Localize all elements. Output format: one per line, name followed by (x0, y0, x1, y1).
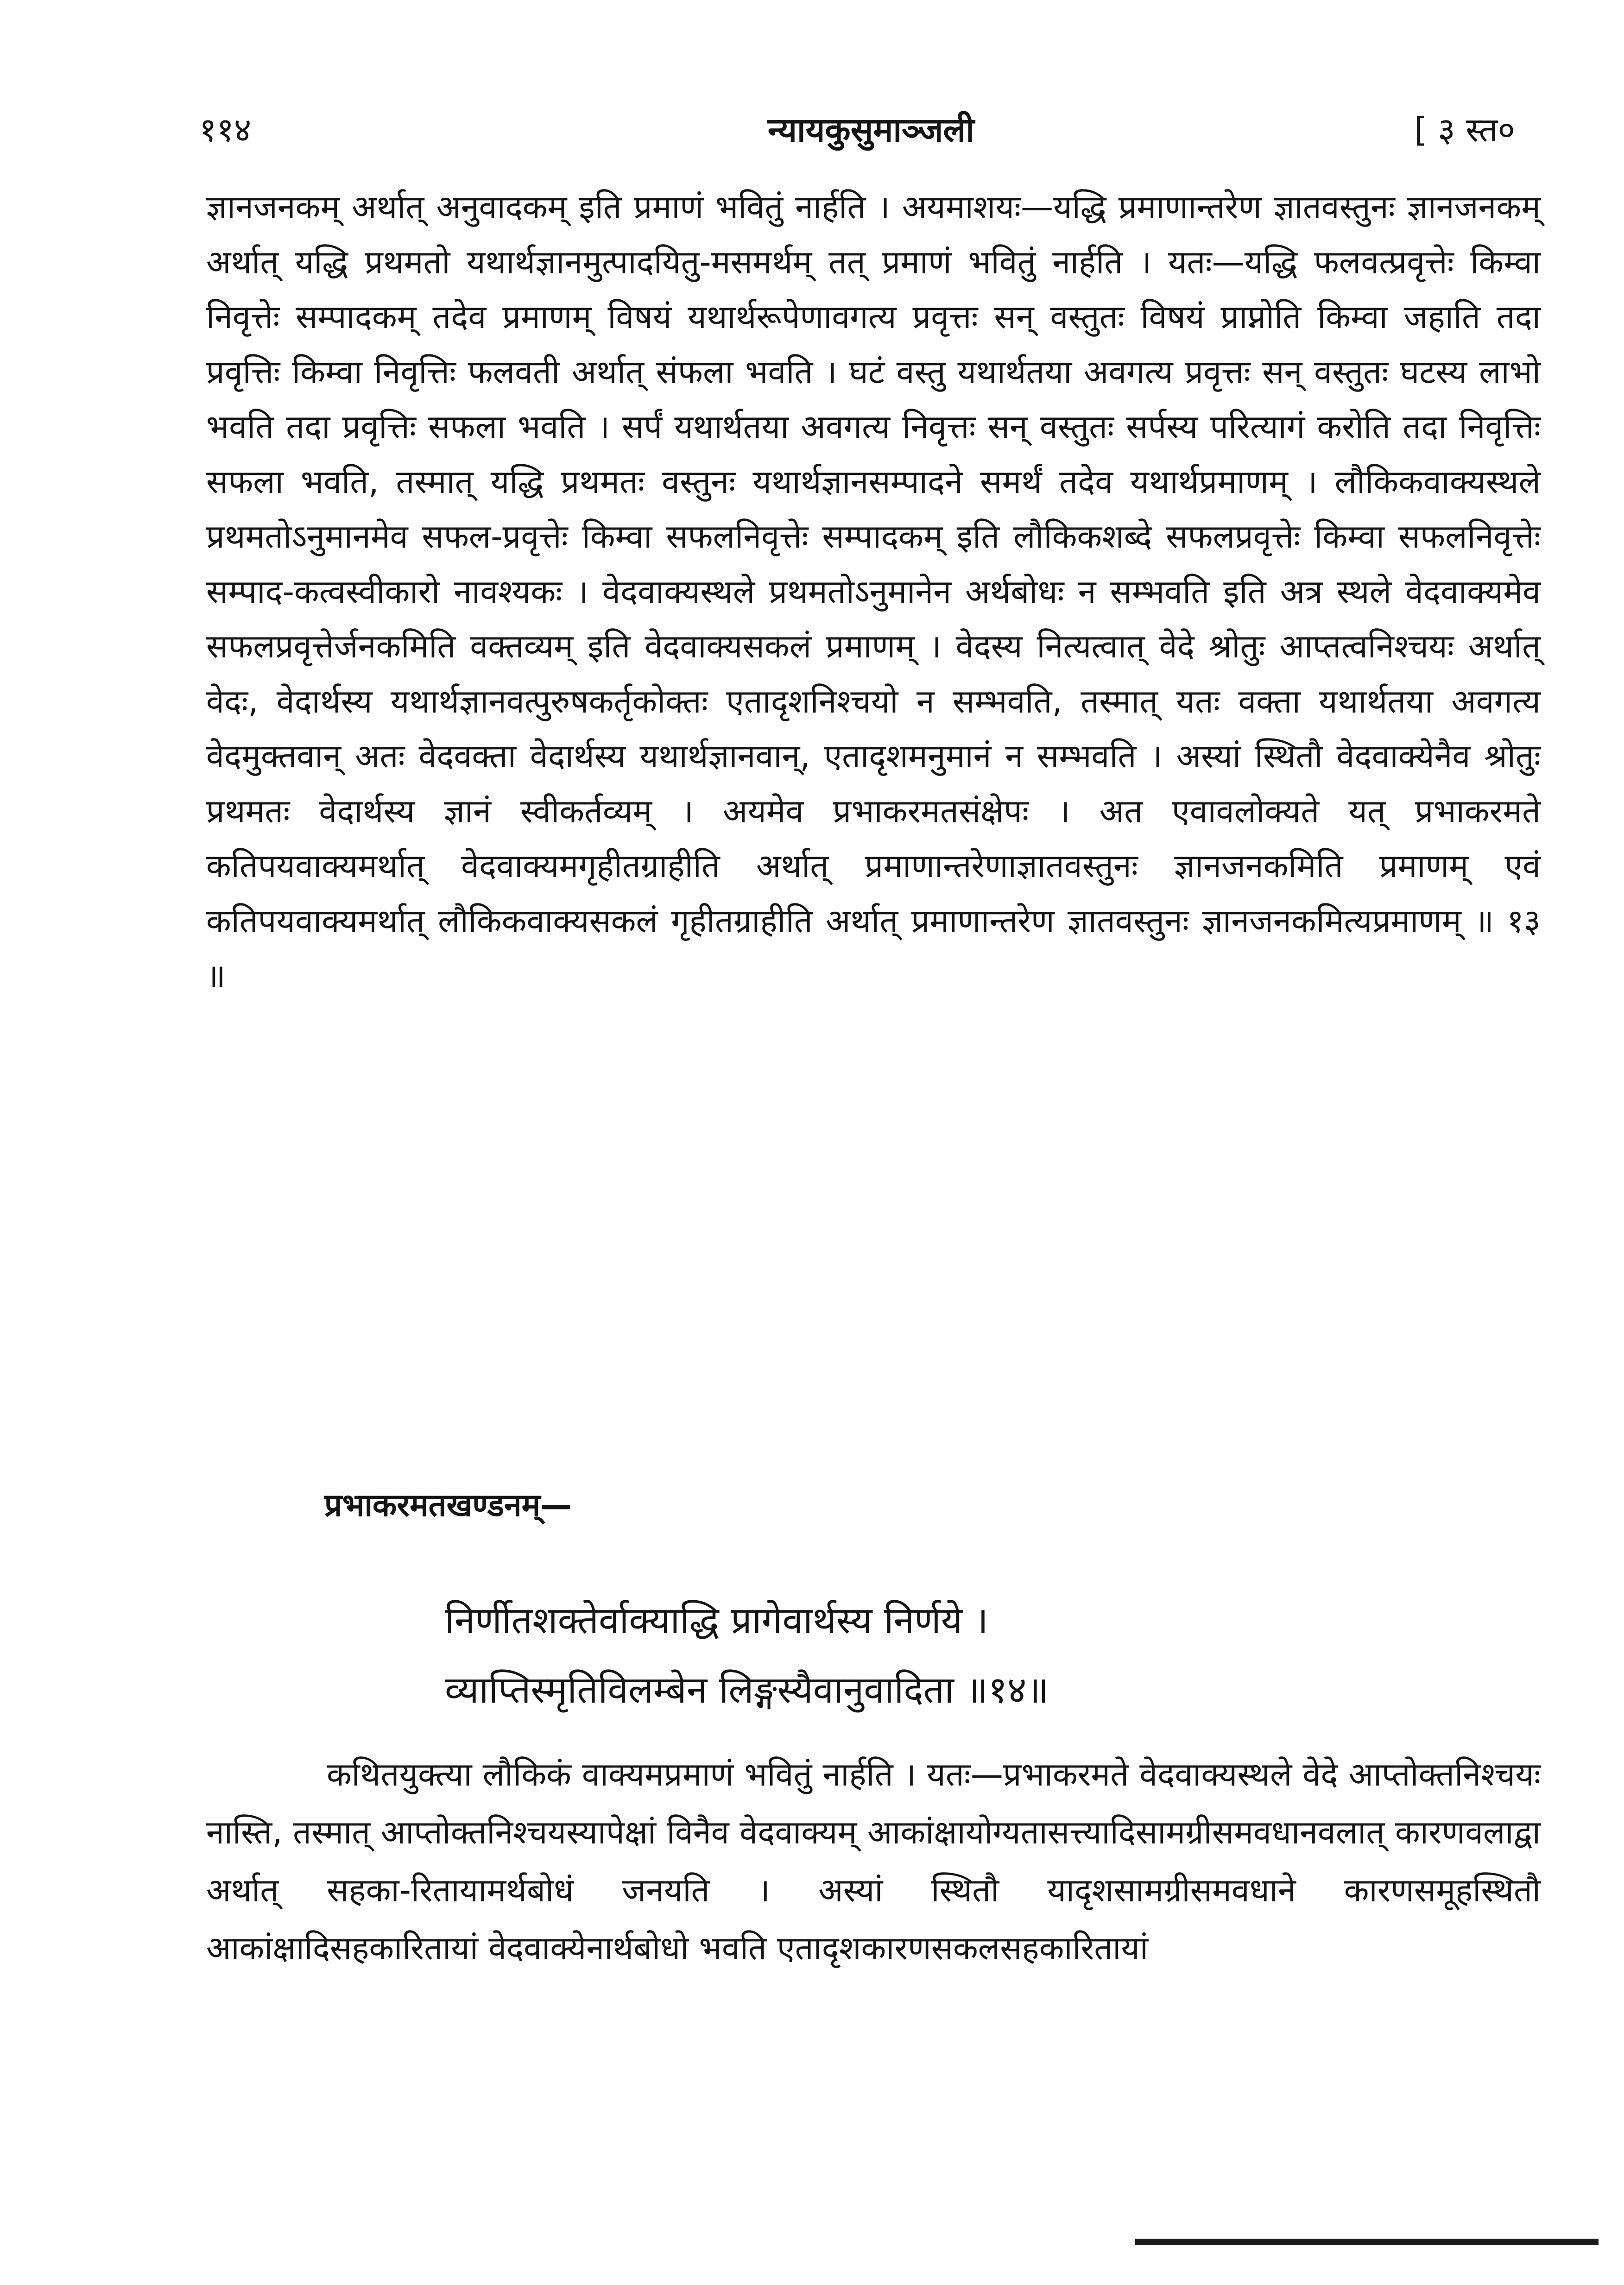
section-reference: [ ३ स्त० (1414, 110, 1515, 149)
page-number: ११४ (199, 110, 252, 149)
footer-rule (1135, 2239, 1599, 2245)
running-title: न्यायकुसुमाञ्जली (768, 110, 974, 149)
verse-line-1: निर्णीतशक्तेर्वाक्याद्धि प्रागेवार्थस्य निर्णये । (445, 1599, 989, 1642)
explanation-paragraph: कथितयुक्त्या लौकिकं वाक्यमप्रमाणं भवितुं नार्हति । यतः—प्रभाकरमते वेदवाक्यस्थले वेदे आप्तोक्तनिश्चयः नास्ति, तस्मात् आप्तोक्तनिश्चयस्यापेक्षां विनैव वेदवाक्यम् आकांक्षायोग्यतासत्त्यादिसामग्रीसमवधानवलात् कारणवलाद्वा अर्थात् सहका-रितायामर्थबोधं जनयति । अस्यां स्थितौ यादृशसामग्रीसमवधाने कारणसमूहस्थितौ आकांक्षादिसहकारितायां वेदवाक्येनार्थबोधो भवति एतादृशकारणसकलसहकारितायां (206, 1755, 1541, 1967)
verse-line-2: व्याप्तिस्मृतिविलम्बेन लिङ्गस्यैवानुवादिता ॥१४॥ (445, 1668, 1049, 1711)
page-header (199, 104, 1543, 160)
section-subheading: प्रभाकरमतखण्डनम्— (324, 1487, 572, 1524)
commentary-paragraph: ज्ञानजनकम् अर्थात् अनुवादकम् इति प्रमाणं भवितुं नार्हति । अयमाशयः—यद्धि प्रमाणान्तरेण ज्ञातवस्तुनः ज्ञानजनकम् अर्थात् यद्धि प्रथमतो यथार्थज्ञानमुत्पादयितु-मसमर्थम् तत् प्रमाणं भवितुं नार्हति । यतः—यद्धि फलवत्प्रवृत्तेः किम्वा निवृत्तेः सम्पादकम् तदेव प्रमाणम् विषयं यथार्थरूपेणावगत्य प्रवृत्तः सन् वस्तुतः विषयं प्राप्नोति किम्वा जहाति तदा प्रवृत्तिः किम्वा निवृत्तिः फलवती अर्थात् संफला भवति । घटं वस्तु यथार्थतया अवगत्य प्रवृत्तः सन् वस्तुतः घटस्य लाभो भवति तदा प्रवृत्तिः सफला भवति । सर्पं यथार्थतया अवगत्य निवृत्तः सन् वस्तुतः सर्पस्य परित्यागं करोति तदा निवृत्तिः सफला भवति, तस्मात् यद्धि प्रथमतः वस्तुनः यथार्थज्ञानसम्पादने समर्थं तदेव यथार्थप्रमाणम् । लौकिकवाक्यस्थले प्रथमतोऽनुमानमेव सफल-प्रवृत्तेः किम्वा सफलनिवृत्तेः सम्पादकम् इति लौकिकशब्दे सफलप्रवृत्तेः किम्वा सफलनिवृत्तेः सम्पाद-कत्वस्वीकारो नावश्यकः । वेदवाक्यस्थले प्रथमतोऽनुमानेन अर्थबोधः न सम्भवति इति अत्र स्थले वेदवाक्यमेव सफलप्रवृत्तेर्जनकमिति वक्तव्यम् इति वेदवाक्यसकलं प्रमाणम् । वेदस्य नित्यत्वात् वेदे श्रोतुः आप्तत्वनिश्चयः अर्थात् वेदः, वेदार्थस्य यथार्थज्ञानवत्पुरुषकर्तृकोक्तः एतादृशनिश्चयो न सम्भवति, तस्मात् यतः वक्ता यथार्थतया अवगत्य वेदमुक्तवान् अतः वेदवक्ता वेदार्थस्य यथार्थज्ञानवान्, एतादृशमनुमानं न सम्भवति । अस्यां स्थितौ वेदवाक्येनैव श्रोतुः प्रथमतः वेदार्थस्य ज्ञानं स्वीकर्तव्यम् । अयमेव प्रभाकरमतसंक्षेपः । अत एवावलोक्यते यत् प्रभाकरमते कतिपयवाक्यमर्थात् वेदवाक्यमगृहीतग्राहीति अर्थात् प्रमाणान्तरेणाज्ञातवस्तुनः ज्ञानजनकमिति प्रमाणम् एवं कतिपयवाक्यमर्थात् लौकिकवाक्यसकलं गृहीतग्राहीति अर्थात् प्रमाणान्तरेण ज्ञातवस्तुनः ज्ञानजनकमित्यप्रमाणम् ॥ १३ ॥ (206, 188, 1541, 995)
